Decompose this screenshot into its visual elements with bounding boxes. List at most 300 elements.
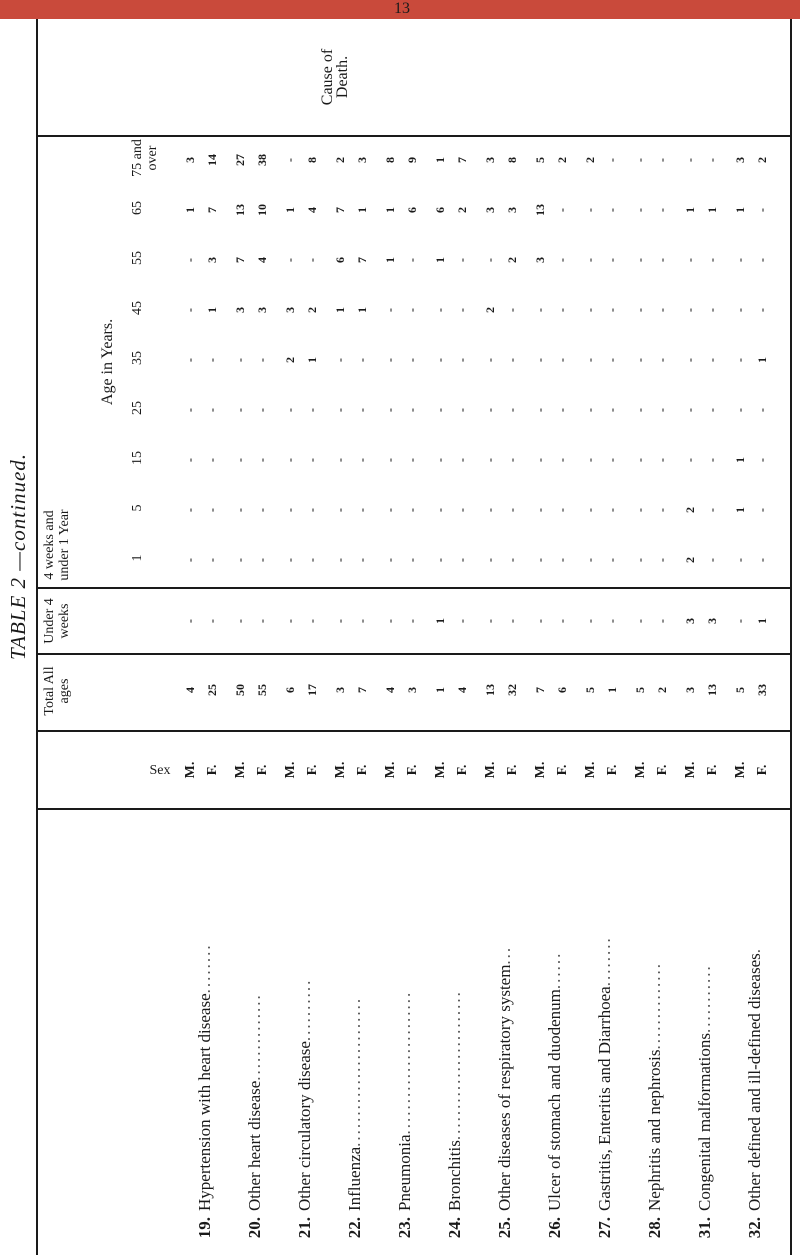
data-cell: - <box>455 358 469 362</box>
header-age-8: 65 <box>130 201 145 215</box>
leader-dots: ........... <box>695 964 714 1033</box>
sex-f: F. <box>555 764 570 776</box>
data-cell: - <box>605 508 619 512</box>
leader-dots: ........ <box>595 936 614 987</box>
data-cell: - <box>455 408 469 412</box>
row-label <box>430 990 480 1255</box>
data-cell: - <box>405 358 419 362</box>
data-cell: - <box>455 308 469 312</box>
row-label <box>630 962 680 1255</box>
rule-after-total <box>36 653 792 655</box>
data-cell: - <box>683 458 697 462</box>
data-cell: 13 <box>483 684 497 696</box>
data-cell: 13 <box>705 684 719 696</box>
data-cell: - <box>505 458 519 462</box>
leader-dots: .......... <box>295 978 314 1042</box>
data-cell: 25 <box>205 684 219 696</box>
header-under4w: Under 4 weeks <box>42 598 72 644</box>
data-cell: - <box>383 408 397 412</box>
row-number: 22. <box>345 1217 364 1239</box>
data-cell: - <box>705 358 719 362</box>
data-cell: - <box>655 619 669 623</box>
header-age-3: 15 <box>130 451 145 465</box>
data-cell: - <box>333 558 347 562</box>
data-cell: 3 <box>533 257 547 263</box>
data-cell: - <box>305 408 319 412</box>
data-cell: 38 <box>255 154 269 166</box>
data-cell: - <box>233 619 247 623</box>
data-cell: - <box>733 358 747 362</box>
data-cell: - <box>405 308 419 312</box>
data-cell: 7 <box>355 257 369 263</box>
data-cell: - <box>433 558 447 562</box>
data-cell: - <box>283 558 297 562</box>
data-cell: 1 <box>755 618 769 624</box>
data-cell: - <box>433 308 447 312</box>
data-cell: - <box>355 458 369 462</box>
data-cell: - <box>333 458 347 462</box>
data-cell: 1 <box>433 618 447 624</box>
data-cell: 8 <box>305 157 319 163</box>
cause-of-death: Congenital malformations <box>695 1033 714 1211</box>
data-cell: 1 <box>355 207 369 213</box>
data-cell: - <box>583 408 597 412</box>
sex-f: F. <box>255 764 270 776</box>
header-age-1: 1 <box>130 554 145 562</box>
rule-after-under4w <box>36 587 792 589</box>
data-cell: - <box>583 508 597 512</box>
leader-dots: ....................... <box>395 990 414 1135</box>
header-age-4: 25 <box>130 401 145 415</box>
data-cell: 3 <box>405 687 419 693</box>
data-cell: - <box>355 358 369 362</box>
data-cell: 1 <box>183 207 197 213</box>
data-cell: - <box>633 558 647 562</box>
data-cell: - <box>655 558 669 562</box>
data-cell: 2 <box>683 507 697 513</box>
data-cell: - <box>655 358 669 362</box>
data-cell: 1 <box>333 307 347 313</box>
cause-of-death: Other defined and ill-defined diseases <box>745 953 764 1211</box>
leader-dots: .............. <box>245 993 264 1081</box>
data-cell: - <box>483 258 497 262</box>
cause-of-death: Other diseases of respiratory system <box>495 964 514 1211</box>
data-cell: - <box>533 619 547 623</box>
data-cell: - <box>583 358 597 362</box>
data-cell: - <box>283 158 297 162</box>
row-number: 19. <box>195 1217 214 1239</box>
rule-top <box>36 19 38 1255</box>
data-cell: 3 <box>683 687 697 693</box>
data-cell: 1 <box>283 207 297 213</box>
data-cell: - <box>405 508 419 512</box>
data-cell: - <box>683 308 697 312</box>
data-cell: - <box>483 458 497 462</box>
data-cell: - <box>183 558 197 562</box>
data-cell: - <box>655 408 669 412</box>
data-cell: - <box>255 508 269 512</box>
data-cell: - <box>355 558 369 562</box>
data-cell: - <box>633 508 647 512</box>
data-cell: - <box>405 619 419 623</box>
row-number: 27. <box>595 1217 614 1239</box>
sex-m: M. <box>233 761 248 779</box>
data-cell: - <box>733 258 747 262</box>
cause-of-death: Influenza <box>345 1146 364 1211</box>
data-cell: 2 <box>483 307 497 313</box>
data-cell: - <box>183 308 197 312</box>
data-cell: - <box>505 619 519 623</box>
sex-m: M. <box>383 761 398 779</box>
data-cell: 7 <box>333 207 347 213</box>
data-cell: - <box>683 158 697 162</box>
row-number: 23. <box>395 1217 414 1239</box>
data-cell: - <box>733 619 747 623</box>
data-cell: - <box>205 408 219 412</box>
data-cell: - <box>283 408 297 412</box>
data-cell: - <box>583 258 597 262</box>
data-cell: 1 <box>433 257 447 263</box>
sex-m: M. <box>733 761 748 779</box>
data-cell: 7 <box>455 157 469 163</box>
cause-of-death: Pneumonia <box>395 1134 414 1211</box>
table-title: TABLE 2 —continued. <box>6 452 30 660</box>
data-cell: 1 <box>433 157 447 163</box>
sex-f: F. <box>755 764 770 776</box>
data-cell: - <box>383 308 397 312</box>
data-cell: - <box>255 408 269 412</box>
data-cell: 4 <box>255 257 269 263</box>
row-number: 21. <box>295 1217 314 1239</box>
data-cell: - <box>755 258 769 262</box>
data-cell: 5 <box>633 687 647 693</box>
data-cell: 1 <box>205 307 219 313</box>
row-label <box>580 936 630 1255</box>
data-cell: - <box>633 619 647 623</box>
data-cell: 4 <box>455 687 469 693</box>
data-cell: 32 <box>505 684 519 696</box>
data-cell: - <box>655 258 669 262</box>
data-cell: 1 <box>383 257 397 263</box>
row-label <box>180 943 230 1255</box>
data-cell: - <box>655 508 669 512</box>
data-cell: - <box>705 408 719 412</box>
cause-of-death: Other circulatory disease <box>295 1041 314 1211</box>
data-cell: - <box>655 158 669 162</box>
leader-dots: ........ <box>195 943 214 994</box>
data-cell: - <box>455 458 469 462</box>
cause-of-death: Hypertension with heart disease <box>195 993 214 1211</box>
data-cell: - <box>455 558 469 562</box>
data-cell: - <box>205 358 219 362</box>
data-cell: 1 <box>733 507 747 513</box>
data-cell: - <box>583 208 597 212</box>
sex-f: F. <box>505 764 520 776</box>
data-cell: - <box>533 558 547 562</box>
data-cell: 2 <box>283 357 297 363</box>
data-cell: - <box>305 619 319 623</box>
data-cell: - <box>583 558 597 562</box>
row-label <box>280 979 330 1255</box>
row-label <box>730 947 780 1255</box>
data-cell: - <box>355 408 369 412</box>
data-cell: 5 <box>533 157 547 163</box>
data-cell: - <box>355 619 369 623</box>
data-cell: - <box>583 619 597 623</box>
data-cell: - <box>705 258 719 262</box>
data-cell: - <box>283 619 297 623</box>
data-cell: - <box>555 619 569 623</box>
header-sex: Sex <box>149 762 171 778</box>
data-cell: 3 <box>183 157 197 163</box>
data-cell: - <box>305 258 319 262</box>
leader-dots: .............. <box>645 962 664 1050</box>
data-cell: - <box>455 258 469 262</box>
data-cell: - <box>405 458 419 462</box>
data-cell: - <box>255 558 269 562</box>
data-cell: 17 <box>305 684 319 696</box>
data-cell: - <box>183 619 197 623</box>
row-label <box>530 952 580 1255</box>
data-cell: - <box>605 158 619 162</box>
data-cell: - <box>283 508 297 512</box>
data-cell: - <box>205 558 219 562</box>
data-cell: 3 <box>733 157 747 163</box>
data-cell: - <box>655 308 669 312</box>
data-cell: - <box>605 558 619 562</box>
data-cell: - <box>205 619 219 623</box>
data-cell: - <box>705 158 719 162</box>
sex-m: M. <box>683 761 698 779</box>
data-cell: 3 <box>483 157 497 163</box>
header-cause: Cause of Death. <box>319 48 351 106</box>
data-cell: - <box>755 408 769 412</box>
data-cell: 8 <box>383 157 397 163</box>
header-4w-1y: 4 weeks and under 1 Year <box>42 509 72 581</box>
data-cell: 1 <box>733 457 747 463</box>
header-age-2: 5 <box>130 504 145 512</box>
data-cell: 6 <box>405 207 419 213</box>
data-cell: - <box>733 308 747 312</box>
data-cell: - <box>255 358 269 362</box>
row-number: 24. <box>445 1217 464 1239</box>
data-cell: 1 <box>683 207 697 213</box>
leader-dots: ........................ <box>345 996 364 1147</box>
data-cell: 4 <box>305 207 319 213</box>
data-cell: - <box>733 558 747 562</box>
data-cell: - <box>633 208 647 212</box>
data-cell: - <box>483 558 497 562</box>
row-label <box>380 991 430 1255</box>
data-cell: - <box>505 508 519 512</box>
data-cell: 3 <box>205 257 219 263</box>
data-cell: 1 <box>733 207 747 213</box>
data-cell: - <box>755 308 769 312</box>
data-cell: 2 <box>655 687 669 693</box>
data-cell: - <box>233 408 247 412</box>
sex-f: F. <box>205 764 220 776</box>
data-cell: 55 <box>255 684 269 696</box>
data-cell: - <box>505 408 519 412</box>
sex-m: M. <box>283 761 298 779</box>
data-cell: - <box>555 558 569 562</box>
data-cell: 3 <box>483 207 497 213</box>
data-cell: 3 <box>255 307 269 313</box>
row-number: 26. <box>545 1217 564 1239</box>
data-cell: 4 <box>383 687 397 693</box>
data-cell: - <box>405 558 419 562</box>
sex-m: M. <box>483 761 498 779</box>
data-cell: 2 <box>455 207 469 213</box>
header-total: Total All ages <box>42 666 72 716</box>
data-cell: - <box>555 208 569 212</box>
data-cell: - <box>305 458 319 462</box>
sex-f: F. <box>305 764 320 776</box>
data-cell: - <box>705 458 719 462</box>
data-cell: - <box>533 308 547 312</box>
row-label <box>330 997 380 1255</box>
data-cell: - <box>505 308 519 312</box>
data-cell: - <box>205 508 219 512</box>
data-cell: - <box>305 558 319 562</box>
data-cell: - <box>483 408 497 412</box>
data-cell: 1 <box>755 357 769 363</box>
data-cell: 1 <box>605 687 619 693</box>
sex-f: F. <box>605 764 620 776</box>
data-cell: 6 <box>433 207 447 213</box>
data-cell: - <box>705 508 719 512</box>
data-cell: - <box>655 208 669 212</box>
data-cell: 13 <box>233 204 247 216</box>
data-cell: 2 <box>305 307 319 313</box>
data-cell: - <box>705 308 719 312</box>
row-label <box>680 964 730 1255</box>
data-cell: - <box>755 558 769 562</box>
page-number: 13 <box>394 0 410 17</box>
data-cell: - <box>283 458 297 462</box>
data-cell: - <box>533 508 547 512</box>
data-cell: - <box>405 408 419 412</box>
data-cell: - <box>305 508 319 512</box>
data-cell: 2 <box>505 257 519 263</box>
data-cell: 7 <box>533 687 547 693</box>
data-cell: - <box>455 508 469 512</box>
data-cell: 1 <box>355 307 369 313</box>
data-cell: - <box>605 258 619 262</box>
data-cell: - <box>633 458 647 462</box>
data-cell: - <box>433 358 447 362</box>
data-cell: - <box>355 508 369 512</box>
data-cell: 2 <box>583 157 597 163</box>
sex-f: F. <box>355 764 370 776</box>
row-number: 28. <box>645 1217 664 1239</box>
data-cell: - <box>455 619 469 623</box>
sex-f: F. <box>405 764 420 776</box>
data-cell: 9 <box>405 157 419 163</box>
data-cell: 2 <box>755 157 769 163</box>
data-cell: - <box>655 458 669 462</box>
data-cell: - <box>333 508 347 512</box>
data-cell: - <box>383 558 397 562</box>
data-cell: - <box>533 358 547 362</box>
data-cell: - <box>383 358 397 362</box>
data-cell: - <box>333 619 347 623</box>
header-age-6: 45 <box>130 301 145 315</box>
data-cell: - <box>755 458 769 462</box>
cause-of-death: Gastritis, Enteritis and Diarrhoea <box>595 986 614 1211</box>
sex-f: F. <box>455 764 470 776</box>
data-cell: - <box>705 558 719 562</box>
row-number: 31. <box>695 1217 714 1239</box>
data-cell: - <box>605 458 619 462</box>
data-cell: - <box>633 258 647 262</box>
data-cell: 7 <box>205 207 219 213</box>
data-cell: 6 <box>333 257 347 263</box>
data-cell: 3 <box>333 687 347 693</box>
cause-of-death: Other heart disease <box>245 1080 264 1211</box>
data-cell: - <box>733 408 747 412</box>
leader-dots: . <box>745 947 764 954</box>
data-cell: - <box>183 458 197 462</box>
data-cell: - <box>183 358 197 362</box>
data-cell: - <box>183 258 197 262</box>
data-cell: - <box>633 158 647 162</box>
data-cell: - <box>555 508 569 512</box>
data-cell: - <box>633 408 647 412</box>
data-cell: 1 <box>305 357 319 363</box>
data-cell: 8 <box>505 157 519 163</box>
data-cell: - <box>255 619 269 623</box>
header-age-5: 35 <box>130 351 145 365</box>
data-cell: 4 <box>183 687 197 693</box>
data-cell: 7 <box>233 257 247 263</box>
row-number: 20. <box>245 1217 264 1239</box>
data-cell: - <box>483 358 497 362</box>
data-cell: 3 <box>283 307 297 313</box>
cause-of-death: Ulcer of stomach and duodenum <box>545 989 564 1211</box>
data-cell: - <box>205 458 219 462</box>
data-cell: - <box>433 508 447 512</box>
data-cell: - <box>605 358 619 362</box>
data-cell: - <box>533 458 547 462</box>
data-cell: - <box>583 308 597 312</box>
data-cell: - <box>683 408 697 412</box>
data-cell: 6 <box>283 687 297 693</box>
data-cell: - <box>483 619 497 623</box>
data-cell: - <box>233 458 247 462</box>
data-cell: - <box>405 258 419 262</box>
data-cell: - <box>683 358 697 362</box>
data-cell: 3 <box>683 618 697 624</box>
header-age-9: 75 and over <box>130 139 160 177</box>
data-cell: 2 <box>555 157 569 163</box>
data-cell: 14 <box>205 154 219 166</box>
data-cell: - <box>483 508 497 512</box>
sex-m: M. <box>333 761 348 779</box>
data-cell: - <box>433 458 447 462</box>
data-cell: - <box>183 508 197 512</box>
data-cell: - <box>555 308 569 312</box>
data-cell: - <box>383 619 397 623</box>
data-cell: - <box>555 358 569 362</box>
sex-m: M. <box>583 761 598 779</box>
data-cell: - <box>555 458 569 462</box>
data-cell: - <box>605 208 619 212</box>
data-cell: - <box>183 408 197 412</box>
leader-dots: ... <box>495 945 514 965</box>
data-cell: 2 <box>333 157 347 163</box>
data-cell: 3 <box>705 618 719 624</box>
